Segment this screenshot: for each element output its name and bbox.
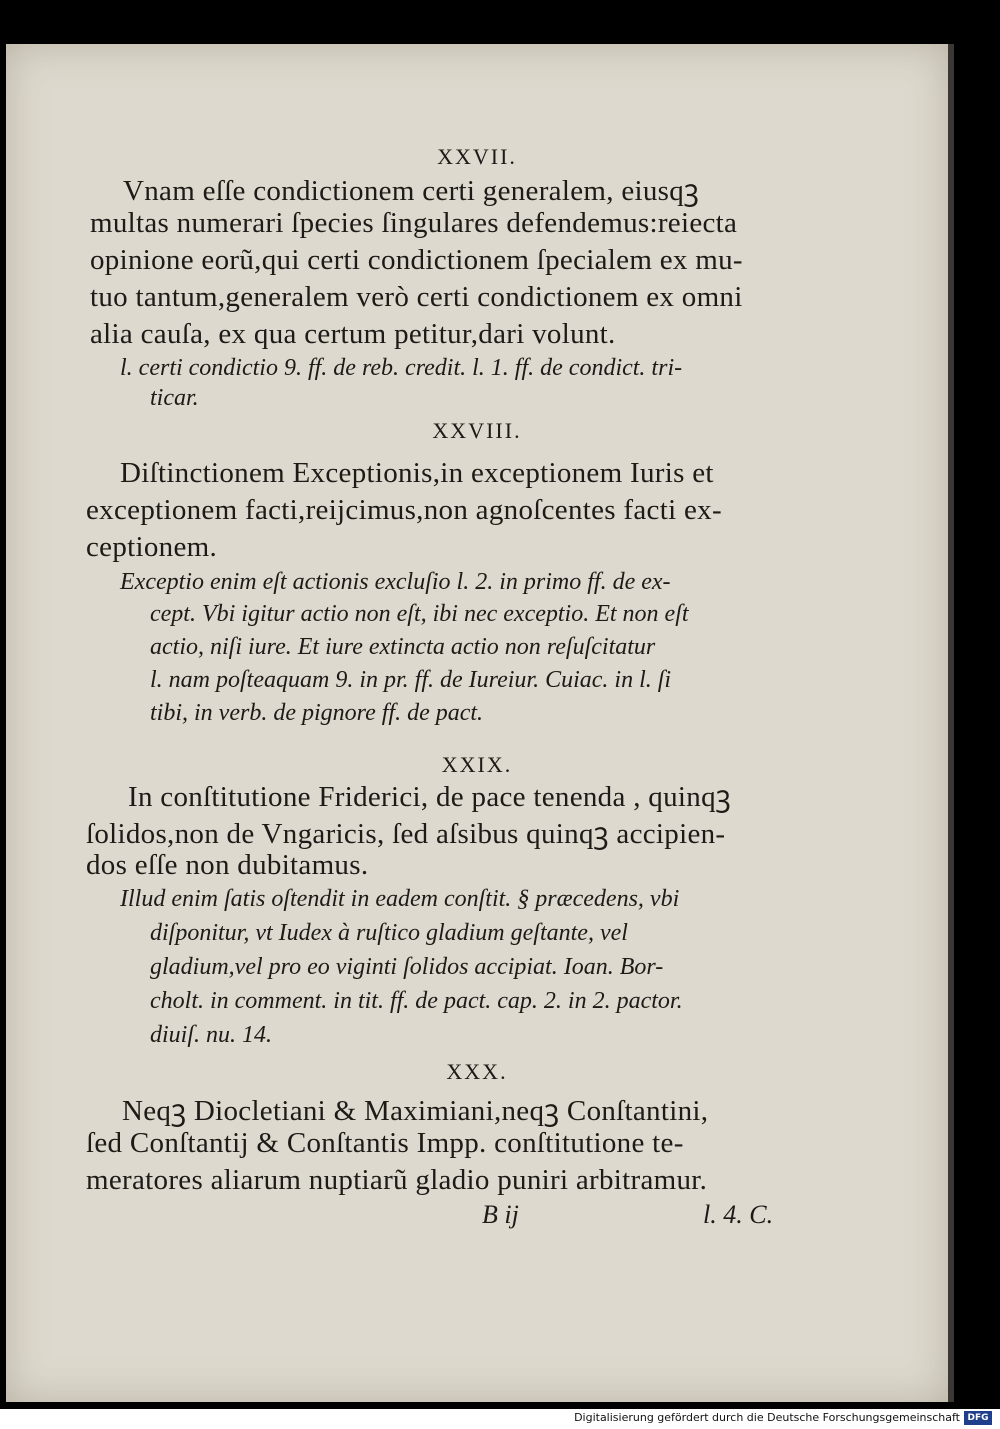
section-numeral: XXX. (446, 1059, 508, 1084)
note-line: cept. Vbi igitur actio non eſt, ibi nec exceptio. Et non eſt (150, 601, 689, 627)
body-line: multas numerari ſpecies ſingulares defendemus:reiecta (90, 207, 738, 239)
note-line: cholt. in comment. in tit. ff. de pact. cap. 2. in 2. pactor. (150, 988, 683, 1014)
page-sheet (6, 44, 948, 1402)
note-line: Illud enim ſatis oſtendit in eadem conſtit. § præcedens, vbi (120, 886, 680, 912)
body-line: ſed Conſtantij & Conſtantis Impp. conſtitutione te- (86, 1127, 684, 1159)
note-line: l. nam poſteaquam 9. in pr. ff. de Iureiur. Cuiac. in l. ſi (150, 667, 672, 693)
body-line: ſolidos,non de Vngaricis, ſed aſsibus quinqꝫ accipien- (86, 818, 726, 850)
body-line: Neqꝫ Diocletiani & Maximiani,neqꝫ Conſtantini, (122, 1095, 709, 1127)
footer-bar (0, 1409, 1000, 1429)
body-line: opinione eorũ,qui certi condictionem ſpecialem ex mu- (90, 244, 743, 276)
dfg-logo: DFG (964, 1411, 992, 1425)
note-line: diſponitur, vt Iudex à ruſtico gladium geſtante, vel (150, 920, 628, 946)
note-line: ticar. (150, 385, 199, 411)
section-numeral: XXIX. (441, 752, 513, 777)
body-line: alia cauſa, ex qua certum petitur,dari volunt. (90, 318, 616, 350)
note-line: Exceptio enim eſt actionis excluſio l. 2. in primo ff. de ex- (120, 569, 671, 595)
note-line: tibi, in verb. de pignore ff. de pact. (150, 700, 484, 726)
note-line: l. certi condictio 9. ff. de reb. credit. l. 1. ff. de condict. tri- (120, 355, 683, 381)
note-line: diuiſ. nu. 14. (150, 1022, 273, 1048)
body-line: Diſtinctionem Exceptionis,in exceptionem Iuris et (120, 457, 714, 489)
body-line: exceptionem facti,reijcimus,non agnoſcentes facti ex- (86, 494, 722, 526)
signature-mark: B ij (482, 1200, 519, 1229)
page-text (6, 44, 948, 1402)
body-line: Vnam eſſe condictionem certi generalem, eiusqꝫ (123, 175, 700, 207)
body-line: meratores aliarum nuptiarũ gladio puniri arbitramur. (86, 1164, 708, 1196)
page-gutter (948, 44, 954, 1402)
body-line: ceptionem. (86, 531, 218, 563)
section-numeral: XXVIII. (432, 418, 522, 443)
note-line: actio, niſi iure. Et iure extincta actio non reſuſcitatur (150, 634, 656, 660)
body-line: tuo tantum,generalem verò certi condictionem ex omni (90, 281, 743, 313)
catchword: l. 4. C. (703, 1200, 774, 1229)
funding-credit: Digitalisierung gefördert durch die Deutsche Forschungsgemeinschaft (574, 1411, 960, 1424)
body-line: dos eſſe non dubitamus. (86, 849, 369, 881)
body-line: In conſtitutione Friderici, de pace tenenda , quinqꝫ (128, 781, 731, 813)
note-line: gladium,vel pro eo viginti ſolidos accipiat. Ioan. Bor- (150, 954, 664, 980)
section-numeral: XXVII. (437, 144, 517, 169)
